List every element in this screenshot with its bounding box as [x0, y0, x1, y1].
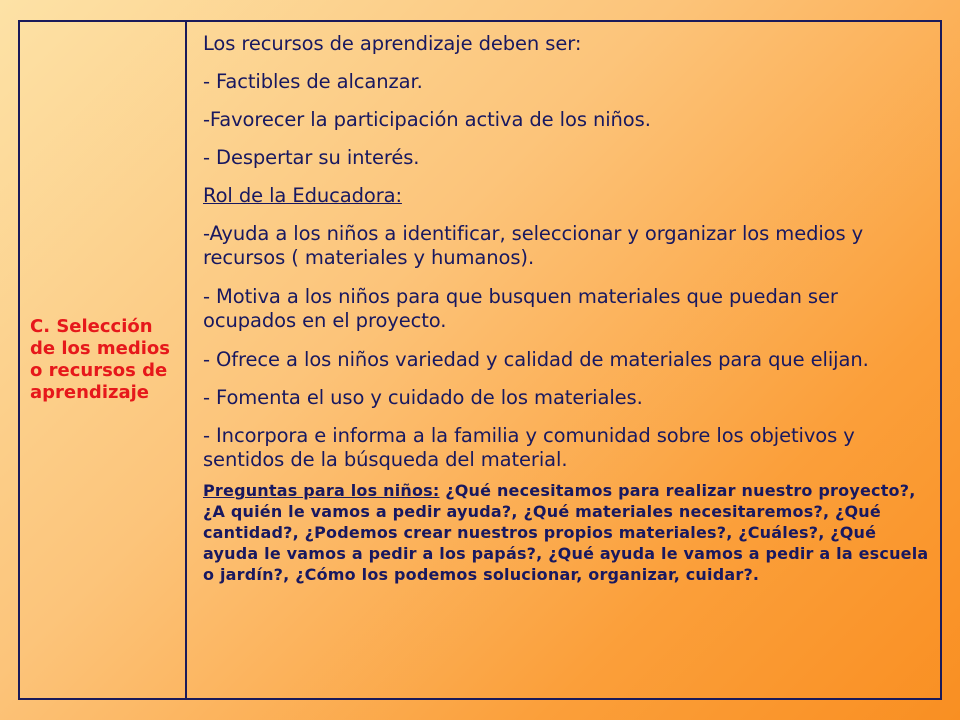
- role-item: - Fomenta el uso y cuidado de los materiales.: [203, 386, 643, 409]
- role-heading: Rol de la Educadora:: [203, 184, 402, 207]
- role-item: - Incorpora e informa a la familia y comunidad sobre los objetivos y sentidos de la búsqueda del material.: [203, 424, 855, 471]
- role-item: -Ayuda a los niños a identificar, seleccionar y organizar los medios y recursos ( materiales y humanos).: [203, 222, 864, 269]
- resource-item: -Favorecer la participación activa de los niños.: [203, 108, 651, 131]
- questions-block: [203, 480, 932, 585]
- section-title: C. Selección de los medios o recursos de aprendizaje: [30, 316, 170, 403]
- resource-item: - Factibles de alcanzar.: [203, 70, 423, 93]
- intro-text: Los recursos de aprendizaje deben ser:: [203, 32, 582, 55]
- content-table: [18, 20, 942, 700]
- role-item: - Motiva a los niños para que busquen materiales que puedan ser ocupados en el proyecto.: [203, 285, 838, 332]
- questions-label: Preguntas para los niños:: [203, 481, 440, 500]
- left-cell: [20, 22, 187, 698]
- right-cell: [187, 22, 940, 698]
- questions-text: ¿Qué necesitamos para realizar nuestro proyecto?, ¿A quién le vamos a pedir ayuda?, ¿Qué materiales necesitaremos?, ¿Qué cantidad?, ¿Podemos crear nuestros propios materiales?, ¿Cuáles?, ¿Qué ayuda le vamos a pedir a los papás?, ¿Qué ayuda le vamos a pedir a la escuela o jardín?, ¿Cómo los podemos solucionar, organizar, cuidar?.: [203, 481, 929, 584]
- resource-item: - Despertar su interés.: [203, 146, 420, 169]
- role-item: - Ofrece a los niños variedad y calidad de materiales para que elijan.: [203, 348, 869, 371]
